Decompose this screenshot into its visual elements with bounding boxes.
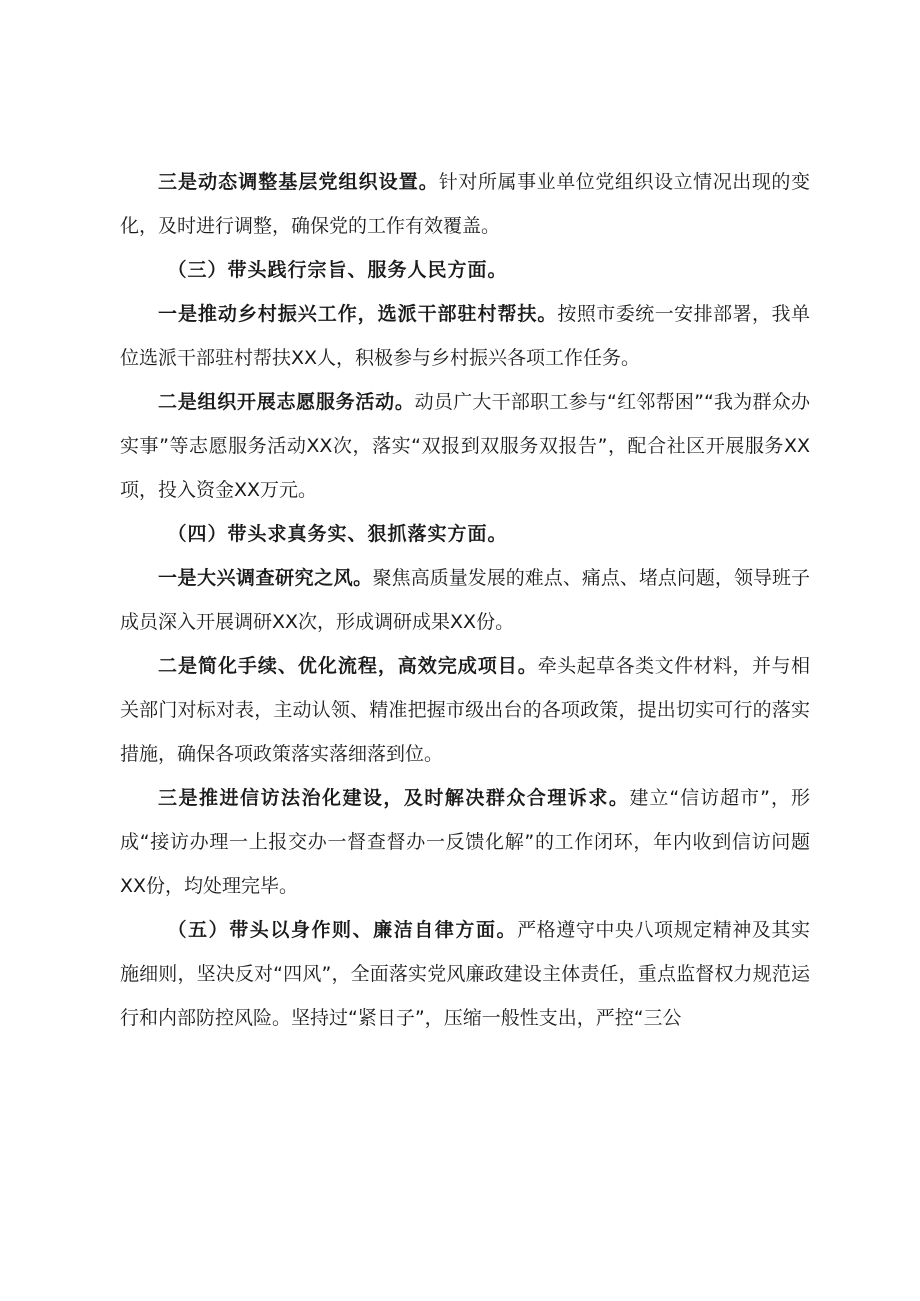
section-heading-text: （五）带头以身作则、廉洁自律方面。	[167, 919, 518, 941]
section-heading	[120, 908, 810, 1040]
paragraph-lead: 三是推进信访法治化建设，及时解决群众合理诉求。	[158, 787, 630, 809]
paragraph-lead: 三是动态调整基层党组织设置。	[158, 171, 439, 193]
paragraph-text: 建立“信访超市”，形成“接访办理一上报交办一督查督办一反馈化解”的工作闭环，年内收到信访问题XX份，均处理完毕。	[120, 787, 810, 897]
paragraph-text: 聚焦高质量发展的难点、痛点、堵点问题，领导班子成员深入开展调研XX次，形成调研成果XX份。	[120, 567, 810, 633]
paragraph-item	[120, 776, 810, 908]
paragraph-text: 按照市委统一安排部署，我单位选派干部驻村帮扶XX人，积极参与乡村振兴各项工作任务。	[120, 303, 810, 369]
paragraph-lead: 一是推动乡村振兴工作，选派干部驻村帮扶。	[158, 303, 558, 325]
document-body	[120, 160, 810, 1040]
paragraph-lead: 二是简化手续、优化流程，高效完成项目。	[158, 655, 538, 677]
paragraph-item	[120, 644, 810, 776]
section-heading	[120, 512, 810, 556]
paragraph-text: 动员广大干部职工参与“红邻帮困”“我为群众办实事”等志愿服务活动XX次，落实“双报到双服务双报告”，配合社区开展服务XX项，投入资金XX万元。	[120, 391, 810, 501]
paragraph-item	[120, 380, 810, 512]
paragraph-item	[120, 292, 810, 380]
paragraph-text: 针对所属事业单位党组织设立情况出现的变化，及时进行调整，确保党的工作有效覆盖。	[120, 171, 810, 237]
paragraph-lead: 二是组织开展志愿服务活动。	[158, 391, 415, 413]
section-heading-text: （三）带头践行宗旨、服务人民方面。	[167, 259, 508, 281]
paragraph-text: 牵头起草各类文件材料，并与相关部门对标对表，主动认领、精准把握市级出台的各项政策，提出切实可行的落实措施，确保各项政策落实落细落到位。	[120, 655, 810, 765]
paragraph-item	[120, 160, 810, 248]
section-heading-text: （四）带头求真务实、狠抓落实方面。	[167, 523, 508, 545]
paragraph-item	[120, 556, 810, 644]
section-heading	[120, 248, 810, 292]
paragraph-lead: 一是大兴调查研究之风。	[158, 567, 373, 589]
paragraph-text: 严格遵守中央八项规定精神及其实施细则，坚决反对“四风”，全面落实党风廉政建设主体责任，重点监督权力规范运行和内部防控风险。坚持过“紧日子”，压缩一般性支出，严控“三公	[120, 919, 810, 1029]
